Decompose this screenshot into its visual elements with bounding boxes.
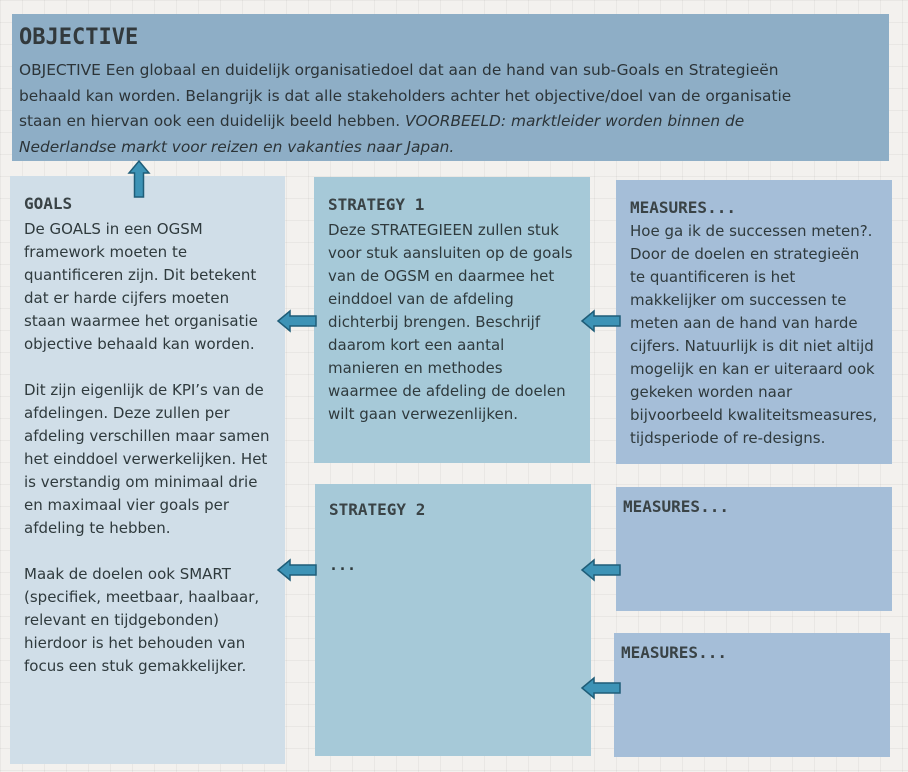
strategy-2-title: STRATEGY 2 [329,500,426,519]
measures-3-title: MEASURES... [621,643,727,662]
arrow-left-icon [276,558,318,582]
objective-example: VOORBEELD: marktleider worden binnen de Nederlandse markt voor reizen en vakanties naar Japan. [19,112,745,156]
measures-1-title: MEASURES... [630,198,736,217]
goals-title: GOALS [24,194,73,213]
strategy-1-text: Deze STRATEGIEEN zullen stuk voor stuk aansluiten op de goals van de OGSM en daarmee het einddoel van de afdeling dichterbij brengen. Beschrijf daarom kort een aantal manieren en methodes waarmee de afdeling de doelen wilt gaan verwezenlijken. [328,221,573,423]
measures-2-title: MEASURES... [623,497,729,516]
arrow-left-icon [580,676,622,700]
goals-paragraph-3: Maak de doelen ook SMART (specifiek, meetbaar, haalbaar, relevant en tijdgebonden) hierdoor is het behouden van focus een stuk gemakkelijker. [24,565,260,675]
goals-box [10,176,285,764]
arrow-left-icon [276,309,318,333]
objective-box [12,14,889,161]
objective-title: OBJECTIVE [19,25,139,50]
goals-paragraph-2: Dit zijn eigenlijk de KPI’s van de afdelingen. Deze zullen per afdeling verschillen maar samen het einddoel verwerkelijken. Het is verstandig om minimaal drie en maximaal vier goals per afdeling te hebben. [24,381,270,537]
strategy-2-text: ... [329,556,357,574]
objective-description: OBJECTIVE Een globaal en duidelijk organisatiedoel dat aan de hand van sub-Goals en Strategieën behaald kan worden. Belangrijk is dat alle stakeholders achter het objective/doel van de organisatie staan en hiervan ook een duidelijk beeld hebben. [19,61,792,130]
arrow-left-icon [580,309,622,333]
measures-2-box [616,487,892,611]
strategy-1-box [314,177,590,463]
strategy-2-box [315,484,591,756]
measures-1-box [616,180,892,464]
arrow-up-icon [127,159,151,199]
goals-paragraph-1: De GOALS in een OGSM framework moeten te quantificeren zijn. Dit betekent dat er harde cijfers moeten staan waarmee het organisatie objective behaald kan worden. [24,220,258,353]
strategy-1-title: STRATEGY 1 [328,195,425,214]
arrow-left-icon [580,558,622,582]
measures-3-box [614,633,890,757]
measures-1-text: Hoe ga ik de successen meten?. Door de doelen en strategieën te quantificeren is het makkelijker om successen te meten aan de hand van harde cijfers. Natuurlijk is dit niet altijd mogelijk en kan er uiteraard ook gekeken worden naar bijvoorbeeld kwaliteitsmeasures, tijdsperiode of re-designs. [630,222,878,447]
objective-text [19,58,834,160]
